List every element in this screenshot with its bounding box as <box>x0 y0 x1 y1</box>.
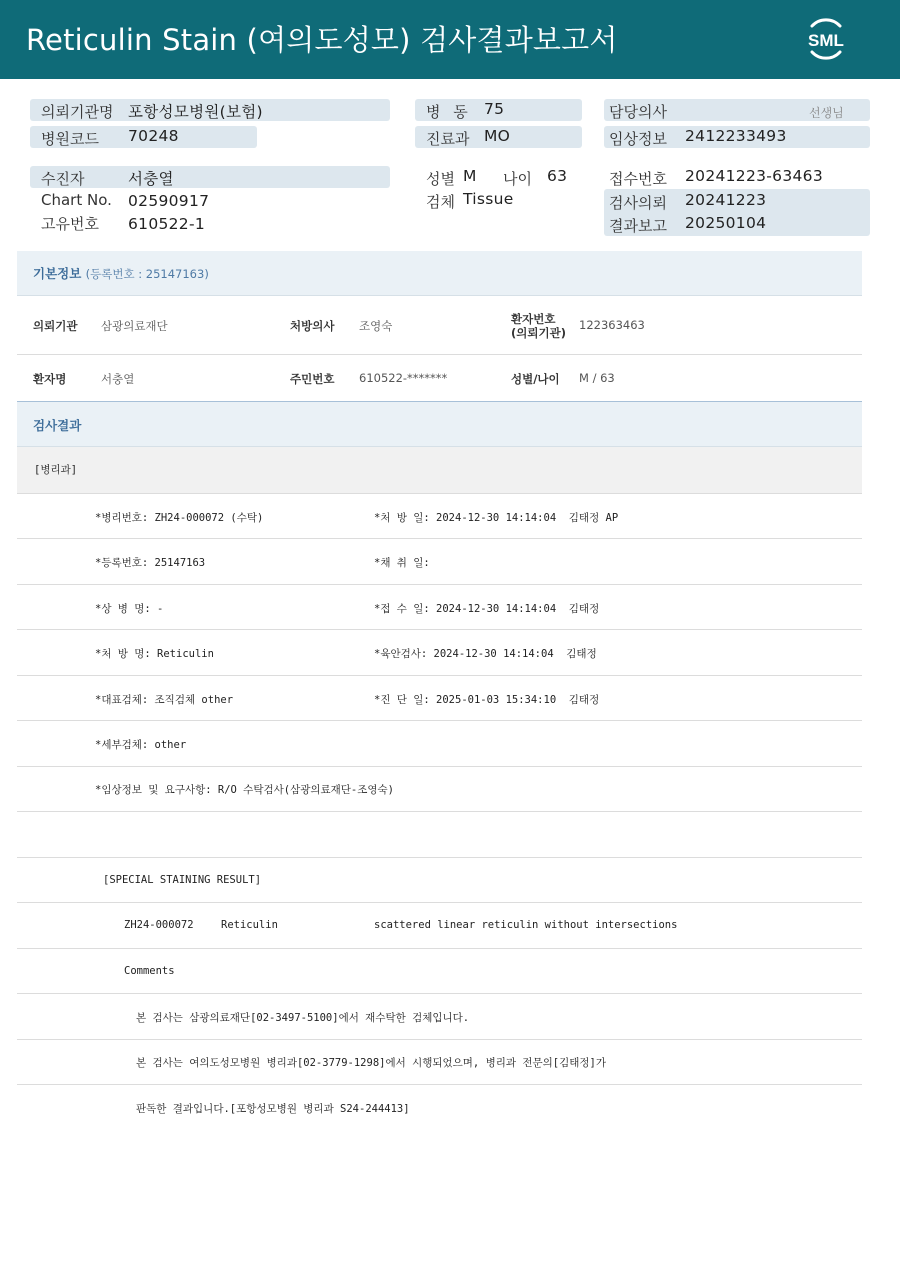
sml-logo <box>800 13 852 65</box>
specimen-label: 검체 <box>426 193 455 211</box>
age-label: 나이 <box>503 170 532 188</box>
divider <box>17 354 862 355</box>
divider <box>17 902 862 903</box>
result-line-left: *상 병 명: - <box>95 603 164 615</box>
sex-label: 성별 <box>426 170 455 188</box>
report-title: Reticulin Stain (여의도성모) 검사결과보고서 <box>26 23 618 57</box>
report-label: 결과보고 <box>609 217 667 235</box>
special-result: scattered linear reticulin without intersections <box>374 919 678 931</box>
sex-value: M <box>463 167 477 185</box>
result-line-right: *접 수 일: 2024-12-30 14:14:04 김태정 <box>374 603 600 615</box>
dept-label: 진료과 <box>426 130 470 148</box>
requester-value: 포항성모병원(보험) <box>128 103 263 121</box>
institution-value: 삼광의료재단 <box>101 319 168 333</box>
divider <box>17 1084 862 1085</box>
result-header <box>17 402 862 447</box>
special-staining-title: [SPECIAL STAINING RESULT] <box>103 874 262 886</box>
divider <box>17 675 862 676</box>
receipt-label: 접수번호 <box>609 170 667 188</box>
result-line-right: *진 단 일: 2025-01-03 15:34:10 김태정 <box>374 694 600 706</box>
reg-note: (등록번호 : 25147163) <box>85 267 209 281</box>
result-line-left: *대표검체: 조직검체 other <box>95 694 234 706</box>
divider <box>17 993 862 994</box>
receipt-value: 20241223-63463 <box>685 167 823 185</box>
age-value: 63 <box>547 167 568 185</box>
comment-line: 판독한 결과입니다.[포항성모병원 병리과 S24-244413] <box>136 1103 410 1115</box>
dept-tag: [병리과] <box>34 464 78 476</box>
patient-value: 서충열 <box>128 170 174 188</box>
institution-label: 의뢰기관 <box>33 319 78 333</box>
comment-line: 본 검사는 삼광의료재단[02-3497-5100]에서 재수탁한 검체입니다. <box>136 1012 470 1024</box>
divider <box>17 948 862 949</box>
result-line-left: *임상정보 및 요구사항: R/O 수탁검사(삼광의료재단-조영숙) <box>95 784 395 796</box>
name-label: 환자명 <box>33 372 67 386</box>
report-header <box>0 0 900 79</box>
divider <box>17 720 862 721</box>
hospital-code-label: 병원코드 <box>41 130 99 148</box>
special-stain: Reticulin <box>221 919 278 931</box>
chart-value: 02590917 <box>128 192 210 210</box>
comment-line: 본 검사는 여의도성모병원 병리과[02-3779-1298]에서 시행되었으며, 병리과 전문의[김태정]가 <box>136 1057 606 1069</box>
divider <box>17 811 862 812</box>
divider <box>17 857 862 858</box>
chart-label: Chart No. <box>41 191 112 209</box>
patient-no-value: 122363463 <box>579 318 645 332</box>
hospital-code-value: 70248 <box>128 127 179 145</box>
specimen-value: Tissue <box>463 190 514 208</box>
rrn-label: 주민번호 <box>290 372 335 386</box>
divider <box>17 766 862 767</box>
unique-value: 610522-1 <box>128 215 206 233</box>
result-line-right: *육안검사: 2024-12-30 14:14:04 김태정 <box>374 648 597 660</box>
prescriber-label: 처방의사 <box>290 319 335 333</box>
result-line-left: *처 방 명: Reticulin <box>95 648 214 660</box>
result-title: 검사결과 <box>33 418 82 433</box>
doctor-suffix: 선생님 <box>809 106 844 120</box>
divider <box>17 584 862 585</box>
prescriber-value: 조영숙 <box>359 319 393 333</box>
patient-label: 수진자 <box>41 170 85 188</box>
ward-label: 병 동 <box>426 103 472 121</box>
divider <box>17 538 862 539</box>
divider <box>17 493 862 494</box>
dept-tag-band <box>17 447 862 493</box>
doctor-label: 담당의사 <box>609 103 667 121</box>
clinical-label: 임상정보 <box>609 130 667 148</box>
divider <box>17 629 862 630</box>
requester-label: 의뢰기관명 <box>41 103 114 121</box>
basic-info-header <box>17 251 862 296</box>
result-line-right: *채 취 일: <box>374 557 430 569</box>
logo-text: SML <box>808 31 844 50</box>
result-line-left: *세부검체: other <box>95 739 187 751</box>
result-line-right: *처 방 일: 2024-12-30 14:14:04 김태정 AP <box>374 512 619 524</box>
rrn-value: 610522-******* <box>359 371 448 385</box>
dept-value: MO <box>484 127 511 145</box>
comments-label: Comments <box>124 965 175 977</box>
special-id: ZH24-000072 <box>124 919 194 931</box>
result-line-left: *병리번호: ZH24-000072 (수탁) <box>95 512 264 524</box>
basic-info-title: 기본정보 (등록번호 : 25147163) <box>33 266 209 281</box>
clinical-value: 2412233493 <box>685 127 787 145</box>
unique-label: 고유번호 <box>41 215 99 233</box>
patient-no-sublabel: (의뢰기관) <box>511 326 566 340</box>
result-line-left: *등록번호: 25147163 <box>95 557 206 569</box>
ward-value: 75 <box>484 100 505 118</box>
name-value: 서충열 <box>101 372 135 386</box>
divider <box>17 1039 862 1040</box>
report-value: 20250104 <box>685 214 767 232</box>
request-value: 20241223 <box>685 191 767 209</box>
patient-no-label: 환자번호 <box>511 312 556 326</box>
sexage-label: 성별/나이 <box>511 372 560 386</box>
sexage-value: M / 63 <box>579 371 615 385</box>
request-label: 검사의뢰 <box>609 194 667 212</box>
